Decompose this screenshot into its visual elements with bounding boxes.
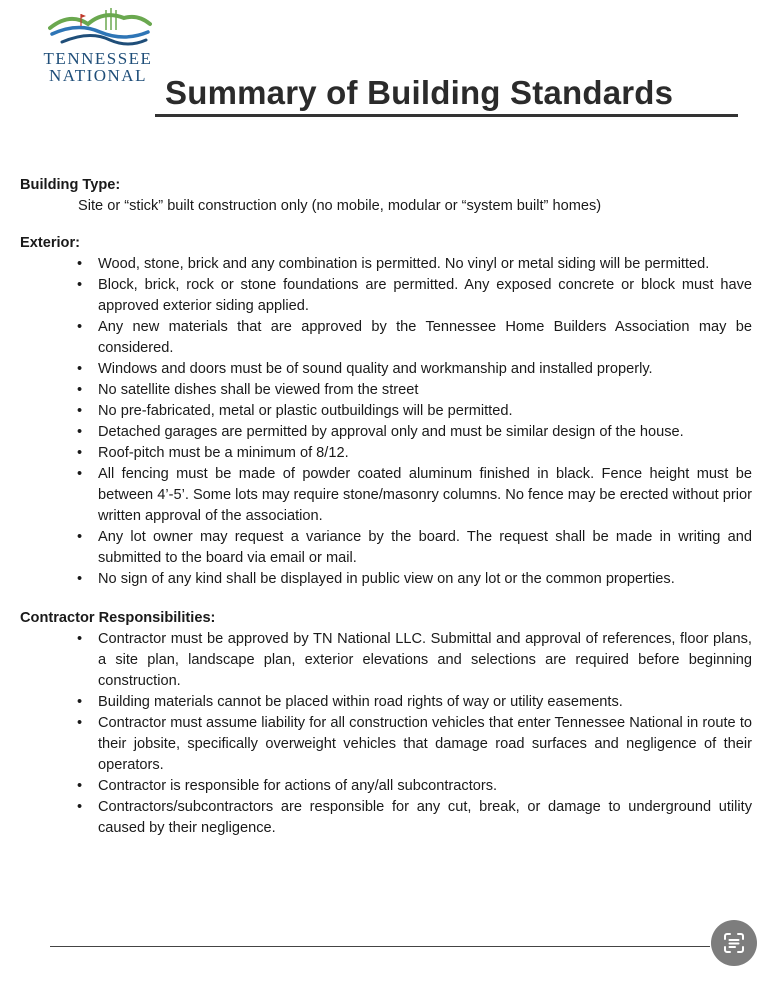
list-item: • No satellite dishes shall be viewed from the street	[20, 380, 752, 401]
logo-text-line1: TENNESSEE	[43, 49, 153, 68]
section-heading-contractor: Contractor Responsibilities:	[20, 610, 216, 626]
list-item: • No sign of any kind shall be displayed in public view on any lot or the common properties.	[20, 569, 752, 590]
section-heading-building-type: Building Type:	[20, 177, 121, 193]
list-item: • No pre-fabricated, metal or plastic outbuildings will be permitted.	[20, 401, 752, 422]
tennessee-national-logo	[40, 4, 160, 86]
title-underline	[155, 114, 738, 117]
building-type-text: Site or “stick” built construction only (no mobile, modular or “system built” homes)	[78, 198, 602, 214]
list-item: • Contractor must be approved by TN National LLC. Submittal and approval of references, floor plans, a site plan, landscape plan, exterior elevations and selections are required before beginning construction.	[20, 629, 752, 692]
list-item: • Building materials cannot be placed within road rights of way or utility easements.	[20, 692, 752, 713]
scan-text-button[interactable]	[711, 920, 757, 966]
list-item: • Windows and doors must be of sound quality and workmanship and installed properly.	[20, 359, 752, 380]
list-item: • Any lot owner may request a variance by the board. The request shall be made in writing and submitted to the board via email or mail.	[20, 527, 752, 569]
list-item: • Wood, stone, brick and any combination is permitted. No vinyl or metal siding will be permitted.	[20, 254, 752, 275]
list-item: • Block, brick, rock or stone foundations are permitted. Any exposed concrete or block must have approved exterior siding applied.	[20, 275, 752, 317]
list-item: • Any new materials that are approved by the Tennessee Home Builders Association may be considered.	[20, 317, 752, 359]
list-item: • Contractor is responsible for actions of any/all subcontractors.	[20, 776, 752, 797]
section-heading-exterior: Exterior:	[20, 235, 81, 251]
scan-text-icon	[722, 931, 746, 955]
list-item: • Roof-pitch must be a minimum of 8/12.	[20, 443, 752, 464]
list-item: • Contractors/subcontractors are responsible for any cut, break, or damage to underground utility caused by their negligence.	[20, 797, 752, 839]
list-item: • All fencing must be made of powder coated aluminum finished in black. Fence height must be between 4’-5’. Some lots may require stone/masonry columns. No fence may be erected without prior written approval of the association.	[20, 464, 752, 527]
list-item: • Contractor must assume liability for all construction vehicles that enter Tennessee National in route to their jobsite, specifically overweight vehicles that damage road surfaces and negligence of their operators.	[20, 713, 752, 776]
document-body	[20, 175, 752, 839]
contractor-list	[20, 629, 752, 839]
list-item: • Detached garages are permitted by approval only and must be similar design of the house.	[20, 422, 752, 443]
exterior-list	[20, 254, 752, 590]
footer-divider	[50, 946, 710, 947]
logo-text-line2: NATIONAL	[49, 66, 147, 85]
page-title: Summary of Building Standards	[165, 74, 674, 111]
logo-landscape-icon	[48, 4, 152, 50]
